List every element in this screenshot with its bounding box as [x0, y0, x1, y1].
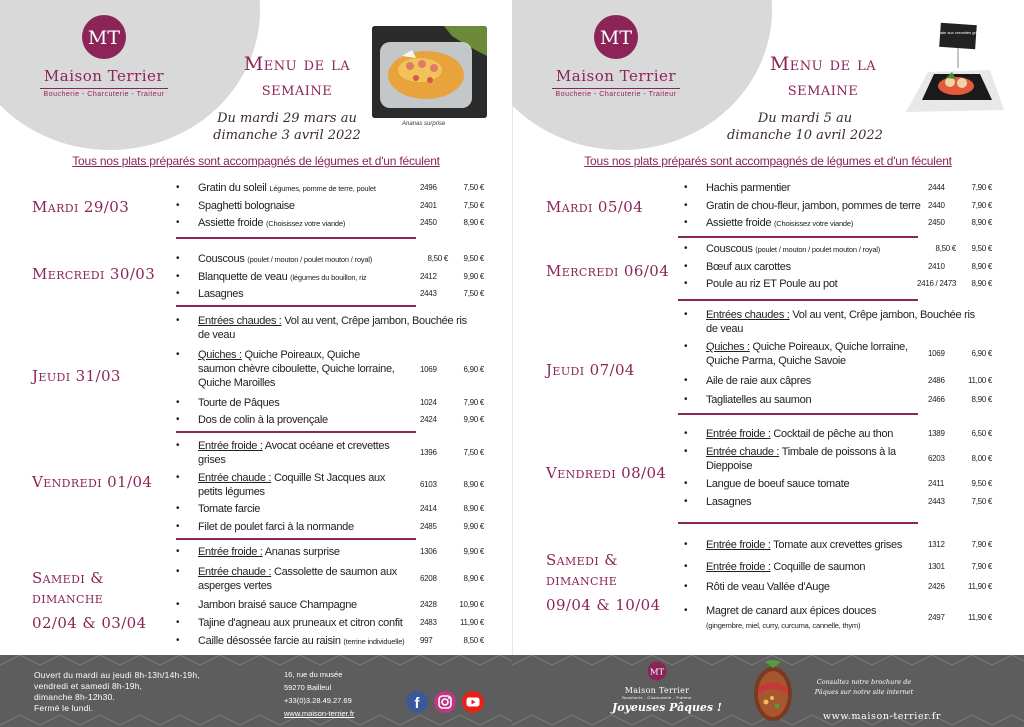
footer-logo: MT Maison Terrier Boucherie - Charcuterie - Traiteur: [612, 661, 702, 700]
day-separator: [176, 431, 416, 433]
day-separator: [176, 237, 416, 239]
opening-hours: Ouvert du mardi au jeudi 8h-13h/14h-19h, vendredi et samedi 8h-19h, dimanche 8h-12h30. Fermé le lundi.: [34, 670, 200, 713]
day-label: Samedi &: [546, 551, 618, 569]
brand-name: Maison Terrier: [555, 67, 677, 85]
day-separator: [176, 305, 416, 307]
brand-name: Maison Terrier: [43, 67, 165, 85]
menu-dates: Du mardi 29 mars au dimanche 3 avril 2022: [213, 111, 361, 143]
day-label: dimanche: [546, 571, 618, 589]
monogram-icon: [593, 14, 639, 60]
menu-subtitle: Tous nos plats préparés sont accompagnés de légumes et d'un féculent: [72, 154, 440, 168]
shop-address: 16, rue du musée 59270 Bailleul +33(0)3.28.49.27.69 www.maison-terrier.fr: [284, 670, 355, 718]
day-label: Samedi &: [32, 569, 104, 587]
youtube-icon[interactable]: [462, 691, 484, 713]
day-label: Mercredi 06/04: [546, 262, 670, 280]
website-link[interactable]: www.maison-terrier.fr: [284, 709, 355, 718]
footer-right: [512, 655, 1024, 727]
instagram-icon[interactable]: [434, 691, 456, 713]
day-label: 02/04 & 03/04: [32, 614, 147, 632]
day-label: dimanche: [32, 589, 104, 607]
svg-text:f: f: [414, 695, 420, 712]
easter-egg-image: [750, 658, 796, 724]
svg-text:MT: MT: [87, 27, 121, 49]
svg-text:MT: MT: [599, 27, 633, 49]
menu-dates: Du mardi 5 au dimanche 10 avril 2022: [727, 111, 883, 143]
website-link[interactable]: www.maison-terrier.fr: [822, 711, 942, 722]
easter-greeting: Joyeuses Pâques !: [612, 701, 722, 714]
brand-divider: [552, 88, 680, 89]
day-label: Mercredi 30/03: [32, 265, 156, 283]
day-label: Vendredi 08/04: [546, 464, 667, 482]
brand-logo: [34, 14, 174, 98]
day-separator: [678, 522, 918, 524]
day-label: Vendredi 01/04: [32, 473, 153, 491]
day-label: Jeudi 31/03: [32, 367, 121, 385]
day-label: Jeudi 07/04: [546, 361, 635, 379]
dish-photo: [372, 26, 487, 118]
monogram-icon: [81, 14, 127, 60]
brand-tagline: Boucherie - Charcuterie - Traiteur: [43, 91, 165, 98]
menu-subtitle: Tous nos plats préparés sont accompagnés de légumes et d'un féculent: [584, 154, 952, 168]
day-label: Mardi 05/04: [546, 198, 644, 216]
facebook-icon[interactable]: [406, 691, 428, 713]
svg-text:Tomate aux crevettes grises: Tomate aux crevettes grises: [933, 30, 983, 35]
menu-title: Menu de la semaine: [243, 53, 351, 100]
brochure-promo: Consultez notre brochure de Pâques sur notre site internet: [814, 678, 914, 696]
day-separator: [678, 299, 918, 301]
menu-page-left: MT Maison Terrier Boucherie - Charcuterie - Traiteur Menu de la semaine Du mardi 29 mars au dimanche 3 avril 2022 Ananas surprise Tous nos plats préparés sont accompagnés de légumes et d'un féculent Mardi 29/03 Mercredi 30/03 Jeudi 31/03 Vendredi 01/04 Samedi & dimanche 02/04 & 03/04 • Gratin du soleil Légumes, pomme de terre, poulet 2496 7,50 € • Spaghetti bolognaise 2401 7,50 € • Assiette froide (Choisissez votre viande) 2450 8,90 € • Couscous (poulet / mouton / poulet mouton / royal) 8,50 € 9,50 € • Blanquette de veau (légumes du bouillon, riz 2412 9,90 € • Lasagnes 2443 7,50 € • Entrées chaudes : Vol au vent, Crêpe jambon, Bouchée ris de veau • Quiches : Quiche Poireaux, Quiche saumon chèvre ciboulette, Quiche lorraine, Quiche Maroilles 1069 6,90 € • Tourte de Pâques 1024 7,90 € • Dos de colin à la provençale 2424 9,90 € • Entrée froide : Avocat océane et crevettes grises 1396 7,50 € • Entrée chaude : Coquille St Jacques aux petits légumes 6103 8,90 € • Tomate farcie 2414 8,90 € • Filet de poulet farci à la normande 2485 9,90 € • Entrée froide : Ananas surprise 1306 9,90 € • Entrée chaude : Cassolette de saumon aux asperges vertes 6208 8,90 € • Jambon braisé sauce Champagne 2428 10,90 € • Tajine d'agneau aux pruneaux et citron confit 2483 11,90 € • Caille désossée farcie au raisin (terrine individuelle) 997 8,50 € Ouvert du mardi au jeudi 8h-13h/14h-19h, vendredi et samedi 8h-19h, dimanche 8h-12h30. Fermé le lundi. 16, rue du musée 59270 Bailleul +33(0)3.28.49.27.69 www.maison-terrier.fr f: [0, 0, 512, 727]
footer-left: [0, 655, 512, 727]
dish-photo: [900, 22, 1008, 127]
menu-title: Menu de la semaine: [769, 53, 877, 100]
monogram-icon: [647, 661, 667, 681]
photo-caption: Ananas surprise: [402, 121, 446, 127]
day-separator: [176, 538, 416, 540]
svg-text:MT: MT: [649, 667, 665, 678]
menu-page-right: MT Maison Terrier Boucherie - Charcuterie - Traiteur Menu de la semaine Du mardi 5 au dimanche 10 avril 2022 Tomate aux crevettes grises Tous nos plats préparés sont accompagnés de légumes et d'un féculent Mardi 05/04 Mercredi 06/04 Jeudi 07/04 Vendredi 08/04 Samedi & dimanche 09/04 & 10/04 • Hachis parmentier 2444 7,90 € • Gratin de chou-fleur, jambon, pommes de terre 2440 7,90 € • Assiette froide (Choisissez votre viande) 2450 8,90 € • Couscous (poulet / mouton / poulet mouton / royal) 8,50 € 9,50 € • Bœuf aux carottes 2410 8,90 € • Poule au riz ET Poule au pot 2416 / 2473 8,90 € • Entrées chaudes : Vol au vent, Crêpe jambon, Bouchée ris de veau • Quiches : Quiche Poireaux, Quiche lorraine, Quiche Parma, Quiche Savoie 1069 6,90 € • Aile de raie aux câpres 2486 11,00 € • Tagliatelles au saumon 2466 8,90 € • Entrée froide : Cocktail de pêche au thon 1389 6,50 € • Entrée chaude : Timbale de poissons à la Dieppoise 6203 8,00 € • Langue de boeuf sauce tomate 2411 9,50 € • Lasagnes 2443 7,50 € • Entrée froide : Tomate aux crevettes grises 1312 7,90 € • Entrée froide : Coquille de saumon 1301 7,90 € • Rôti de veau Vallée d'Auge 2426 11,90 € • Magret de canard aux épices douces (gingembre, miel, curry, curcuma, cannelle, thym) 2497 11,90 € MT Maison Terrier Boucherie - Charcuterie - Traiteur Joyeuses Pâques ! Consultez notre brochure de Pâques sur notre site internet www.maison-terrier.fr: [512, 0, 1024, 727]
day-label: 09/04 & 10/04: [546, 596, 661, 614]
brand-tagline: Boucherie - Charcuterie - Traiteur: [555, 91, 677, 98]
day-label: Mardi 29/03: [32, 198, 130, 216]
day-separator: [678, 413, 918, 415]
brand-divider: [40, 88, 168, 89]
day-separator: [678, 236, 918, 238]
brand-logo: [546, 14, 686, 98]
